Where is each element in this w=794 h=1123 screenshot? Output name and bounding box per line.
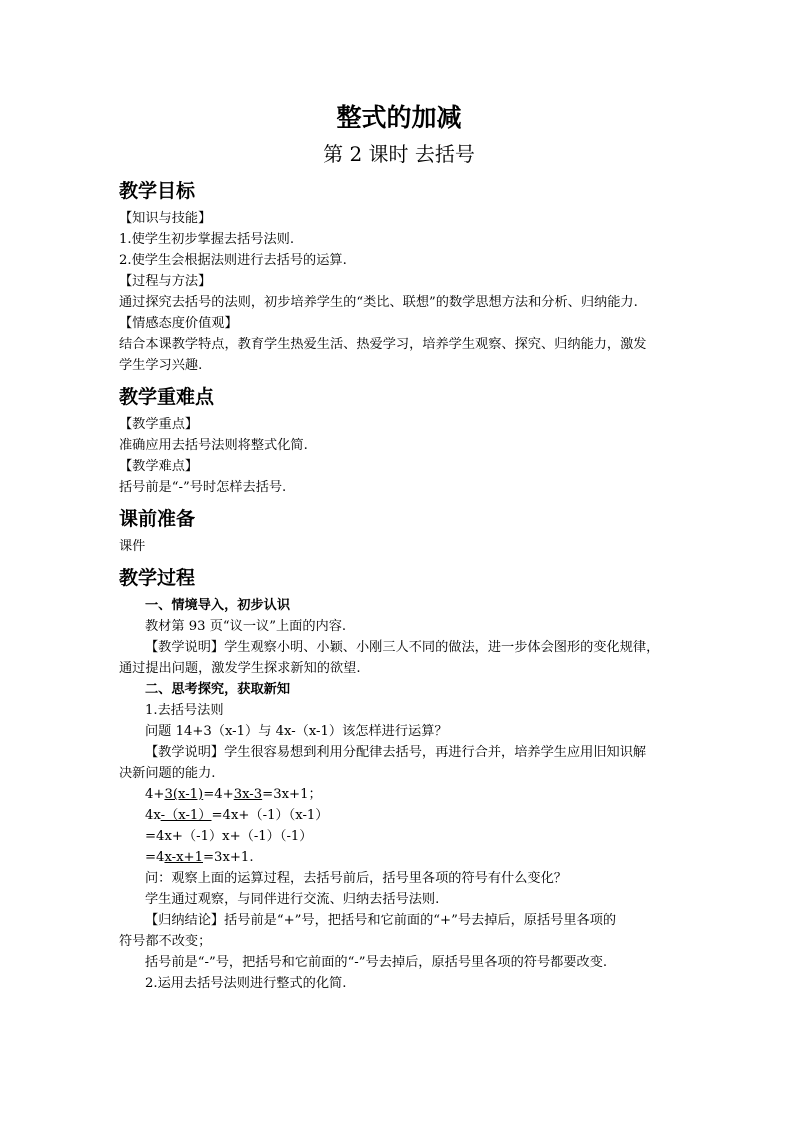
question-text: 问题 14+3（x-1）与 4x-（x-1）该怎样进行运算？ bbox=[145, 724, 448, 739]
eq2-part-c: =4x+（-1）（x-1） bbox=[211, 808, 329, 823]
eq4-part-a: =4 bbox=[145, 850, 165, 865]
section-heading-goals: 教学目标 bbox=[119, 180, 196, 202]
knowledge-tag: 【知识与技能】 bbox=[119, 211, 212, 226]
conclusion-b: 符号都不改变； bbox=[119, 934, 212, 949]
eq1-part-d: 3x-3 bbox=[233, 787, 263, 802]
equation-1 bbox=[119, 784, 679, 805]
difficult-item-1: 括号前是“-”号时怎样去括号. bbox=[119, 480, 287, 495]
section-heading-key-points: 教学重难点 bbox=[119, 386, 215, 408]
knowledge-item-1: 1.使学生初步掌握去括号法则. bbox=[119, 232, 295, 247]
eq2-part-a: 4x bbox=[145, 808, 161, 823]
ask-text: 问：观察上面的运算过程，去括号前后，括号里各项的符号有什么变化？ bbox=[145, 871, 567, 886]
section-heading-prep: 课前准备 bbox=[119, 508, 196, 530]
note2-a: 【教学说明】学生很容易想到利用分配律去括号，再进行合并，培养学生应用旧知识解 bbox=[145, 745, 647, 760]
eq4-part-c: =3x+1. bbox=[203, 850, 254, 865]
section-heading-process: 教学过程 bbox=[119, 567, 196, 589]
eq2-part-b: -（x-1） bbox=[160, 808, 212, 823]
knowledge-item-2: 2.使学生会根据法则进行去括号的运算. bbox=[119, 253, 347, 268]
eq1-part-e: =3x+1； bbox=[262, 787, 322, 802]
note2-b: 决新问题的能力. bbox=[119, 766, 216, 781]
equation-4 bbox=[119, 847, 679, 868]
attitude-tag: 【情感态度价值观】 bbox=[119, 316, 238, 331]
eq4-part-b: x-x+1 bbox=[164, 850, 203, 865]
key-item-1: 准确应用去括号法则将整式化简. bbox=[119, 438, 308, 453]
eq1-part-c: =4+ bbox=[203, 787, 234, 802]
step1-note-b: 通过提出问题，激发学生探求新知的欲望. bbox=[119, 661, 361, 676]
step1-note-a: 【教学说明】学生观察小明、小颖、小刚三人不同的做法，进一步体会图形的变化规律， bbox=[145, 640, 660, 655]
conclusion-c: 括号前是“-”号，把括号和它前面的“-”号去掉后，原括号里各项的符号都要改变. bbox=[145, 955, 608, 970]
step2-title: 二、思考探究，获取新知 bbox=[145, 682, 291, 697]
attitude-item-1b: 学生学习兴趣. bbox=[119, 358, 203, 373]
process-tag: 【过程与方法】 bbox=[119, 274, 212, 289]
conclusion-a: 【归纳结论】括号前是“+”号，把括号和它前面的“+”号去掉后，原括号里各项的 bbox=[145, 913, 617, 928]
page-title: 整式的加减 bbox=[336, 103, 462, 132]
page-subtitle: 第 2 课时 去括号 bbox=[323, 142, 475, 166]
rule-title: 1.去括号法则 bbox=[145, 703, 224, 718]
prep-item: 课件 bbox=[119, 539, 146, 554]
equation-3: =4x+（-1）x+（-1）（-1） bbox=[145, 829, 313, 844]
key-tag: 【教学重点】 bbox=[119, 417, 199, 432]
students-text: 学生通过观察，与同伴进行交流、归纳去括号法则. bbox=[145, 892, 440, 907]
equation-2 bbox=[119, 805, 679, 826]
eq1-part-b: 3(x-1) bbox=[164, 787, 204, 802]
rule2-title: 2.运用去括号法则进行整式的化简. bbox=[145, 976, 347, 991]
difficult-tag: 【教学难点】 bbox=[119, 459, 199, 474]
step1-title: 一、情境导入，初步认识 bbox=[145, 598, 291, 613]
eq1-part-a: 4+ bbox=[145, 787, 165, 802]
attitude-item-1a: 结合本课教学特点，教育学生热爱生活、热爱学习，培养学生观察、探究、归纳能力，激发 bbox=[119, 337, 647, 352]
process-item-1: 通过探究去括号的法则，初步培养学生的“类比、联想”的数学思想方法和分析、归纳能力. bbox=[119, 295, 638, 310]
step1-text: 教材第 93 页“议一议”上面的内容. bbox=[145, 619, 347, 634]
document-page bbox=[119, 100, 679, 994]
